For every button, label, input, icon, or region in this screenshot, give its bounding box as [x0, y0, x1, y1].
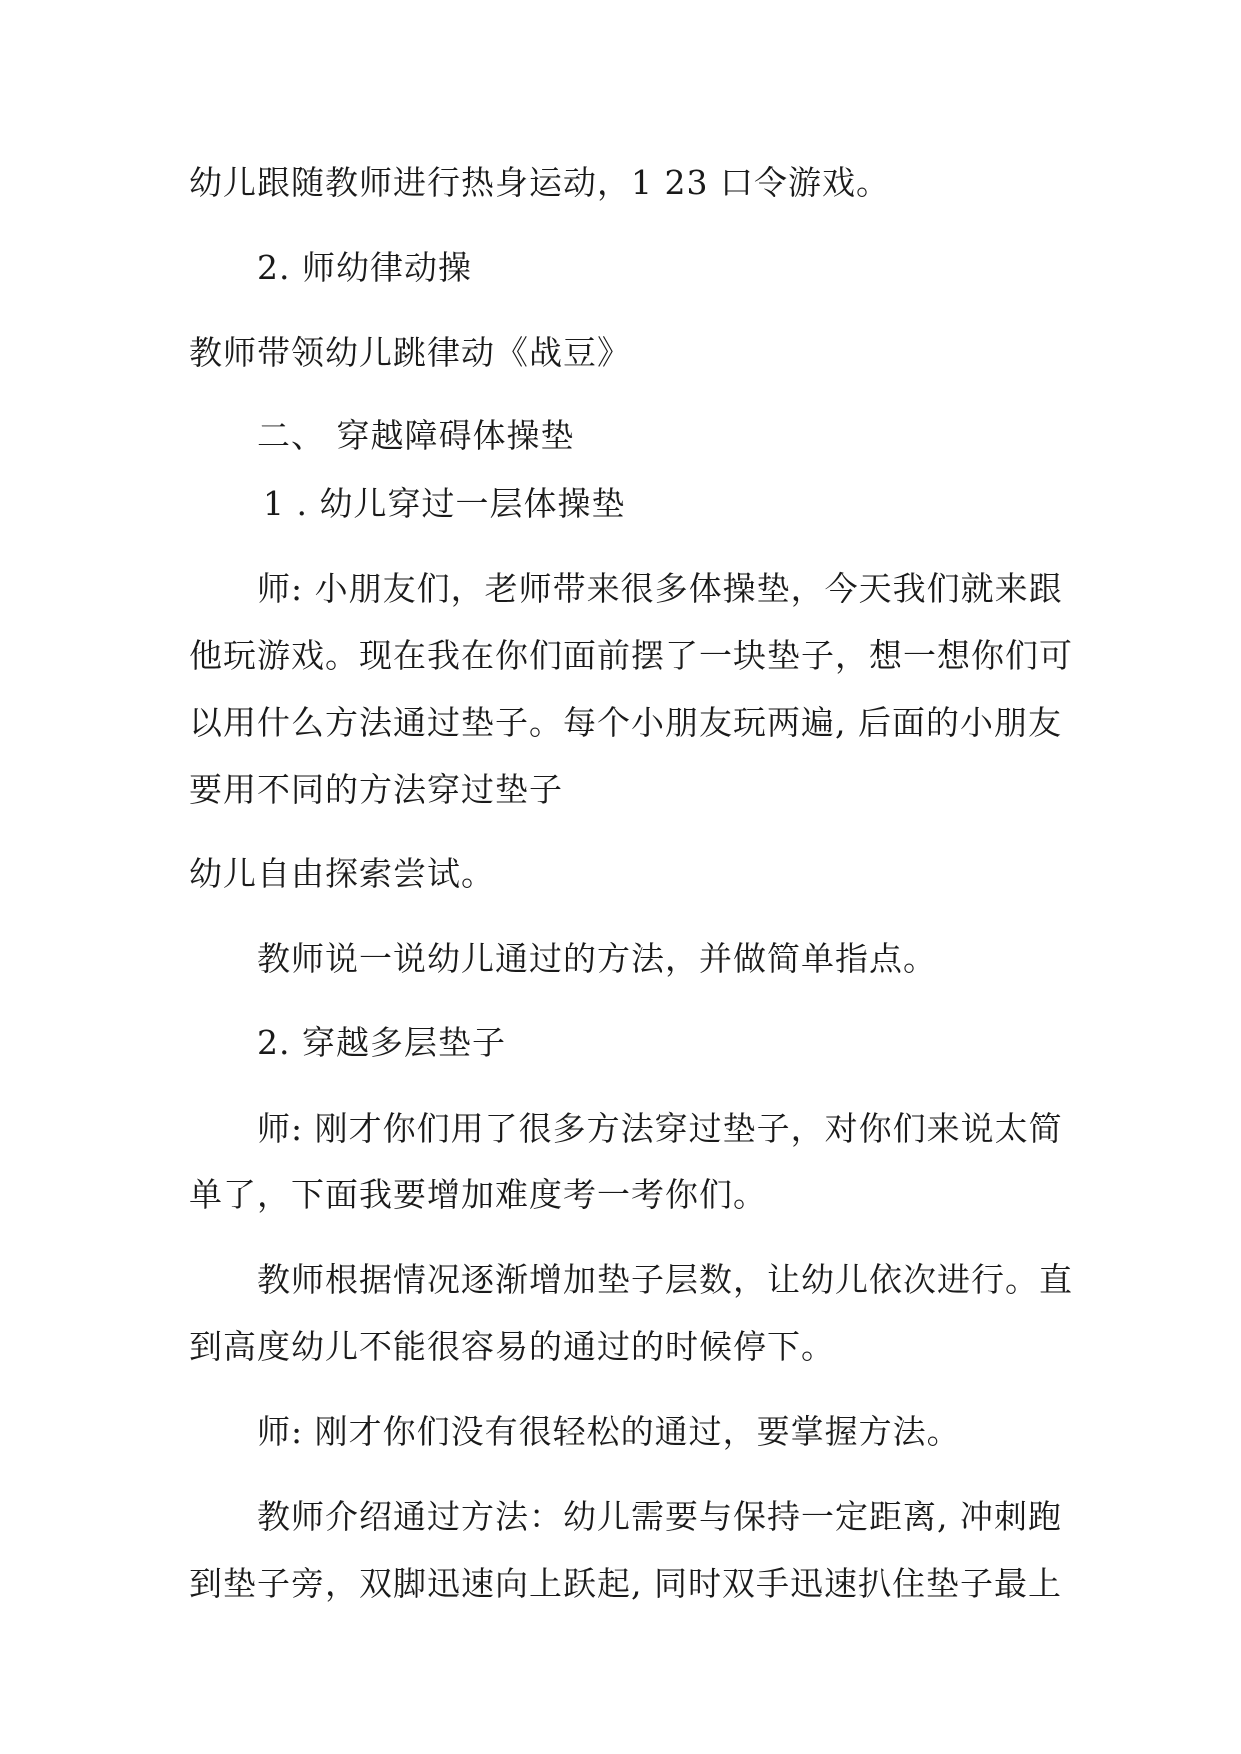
section-heading-obstacle-mat: 二、 穿越障碍体操垫	[257, 416, 575, 455]
heading-rhythm-exercise: 2. 师幼律动操	[257, 248, 472, 287]
paragraph-line: 到高度幼儿不能很容易的通过的时候停下。	[189, 1327, 835, 1366]
paragraph-line: 以用什么方法通过垫子。每个小朋友玩两遍, 后面的小朋友	[189, 703, 1062, 742]
text-line-teacher-guidance: 教师说一说幼儿通过的方法，并做简单指点。	[257, 939, 937, 978]
heading-multi-layer-mats: 2. 穿越多层垫子	[257, 1023, 506, 1062]
paragraph-line: 师: 刚才你们没有很轻松的通过，要掌握方法。	[257, 1412, 961, 1451]
heading-single-mat: 1 . 幼儿穿过一层体操垫	[263, 484, 626, 523]
paragraph-line: 教师根据情况逐渐增加垫子层数，让幼儿依次进行。直	[257, 1260, 1073, 1299]
paragraph-line: 到垫子旁，双脚迅速向上跃起, 同时双手迅速扒住垫子最上	[189, 1564, 1062, 1603]
text-line-free-exploration: 幼儿自由探索尝试。	[189, 854, 495, 893]
paragraph-line: 教师介绍通过方法：幼儿需要与保持一定距离, 冲刺跑	[257, 1497, 1062, 1536]
text-line-rhythm-dance: 教师带领幼儿跳律动《战豆》	[189, 333, 631, 372]
paragraph-line: 单了，下面我要增加难度考一考你们。	[189, 1175, 767, 1214]
paragraph-line: 他玩游戏。现在我在你们面前摆了一块垫子，想一想你们可	[189, 636, 1073, 675]
text-line-warmup: 幼儿跟随教师进行热身运动，1 23 口令游戏。	[189, 163, 890, 202]
paragraph-line: 师: 小朋友们，老师带来很多体操垫，今天我们就来跟	[257, 569, 1063, 608]
paragraph-line: 师: 刚才你们用了很多方法穿过垫子，对你们来说太简	[257, 1109, 1063, 1148]
paragraph-line: 要用不同的方法穿过垫子	[189, 770, 563, 809]
